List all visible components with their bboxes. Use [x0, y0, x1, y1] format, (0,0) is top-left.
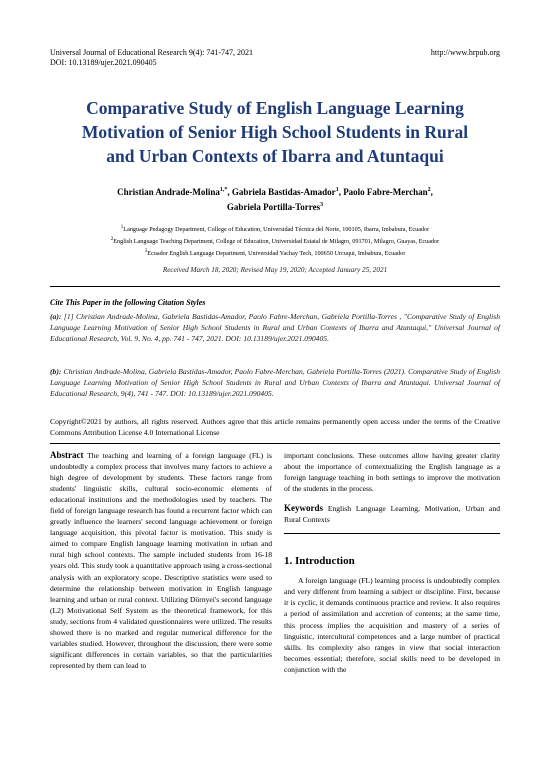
doi-line: DOI: 10.13189/ujer.2021.090405 [50, 58, 157, 67]
author-name: Gabriela Bastidas-Amador [231, 187, 336, 197]
affiliation-item: $^3$Ecuador English Language Department, Universidad Yachay Tech, 100650 Urcuqui, Imbabura, Ecuador [144, 249, 406, 258]
citation-style-a [50, 311, 500, 344]
title-line: Motivation of Senior High School Students in Rural [81, 122, 469, 142]
author-name: Paolo Fabre-Merchan [343, 187, 428, 197]
keywords-label: Keywords [284, 503, 323, 514]
abstract-label: Abstract [50, 450, 84, 460]
intro-paragraph: A foreign language (FL) learning process is undoubtedly complex and very different from learning a subject or discipline. First, because it is cyclic, it demands continuous practice and review. It also requires a period of assimilation and accretion of contents; at the same time, this process implies the acquisition and mastery of a series of linguistic, intercultural competences and a large number of practical skills. Its complexity also ranges in view that social interaction becomes essential; therefore, social skills need to be developed in conjunction with the [284, 576, 500, 674]
author-name: Gabriela Portilla-Torres [226, 202, 321, 212]
divider [284, 533, 500, 534]
author-affil-marker: 3 [320, 202, 324, 208]
journal-citation: Universal Journal of Educational Research 9(4): 741-747, 2021 [50, 48, 254, 57]
received-dates: Received March 18, 2020; Revised May 19, 2020; Accepted January 25, 2021 [162, 266, 388, 274]
citation-style-b [50, 366, 500, 399]
divider [50, 286, 500, 287]
right-column [284, 450, 500, 675]
affiliation-item: $^1$Language Pedagogy Department, College of Education, Universidad Técnica del Norte, 100105, Ibarra, Imbabura, Ecuador [120, 225, 430, 234]
journal-header [50, 48, 500, 68]
journal-url-link[interactable]: http://www.hrpub.org [430, 48, 500, 57]
left-column [50, 450, 272, 671]
citation-label: (b): [50, 367, 62, 376]
abstract-continuation: important conclusions. These outcomes allow having greater clarity about the importance of contextualizing the English language as a foreign language teaching in both settings to improve the motivation of the students in the process. [284, 451, 500, 494]
paper-title [55, 96, 495, 168]
author-affil-marker: 2 [427, 187, 431, 193]
citation-label: (a): [50, 312, 62, 321]
keywords-text: English Language Learning, Motivation, Urban and Rural Contexts [284, 504, 500, 525]
citation-heading: Cite This Paper in the following Citation Styles [50, 298, 206, 307]
section-heading: 1. Introduction [284, 555, 355, 568]
citation-text: [1] Christian Andrade-Molina, Gabriela Bastidas-Amador, Paolo Fabre-Merchan, Gabriela Portilla-Torres , "Comparative Study of English Language Learning Motivation of Senior High School Students in Rural and Urban Contexts of Ibarra and Atuntaqui," Universal Journal of Educational Research, Vol. 9, No. 4, pp. 741 - 747, 2021. DOI: 10.13189/ujer.2021.090405. [50, 312, 500, 343]
author-name: Christian Andrade-Molina [117, 187, 220, 197]
abstract [50, 450, 272, 671]
copyright-notice: Copyright©2021 by authors, all rights reserved. Authors agree that this article remains permanently open access under the terms of the Creative Commons Attribution License 4.0 International License [50, 417, 500, 437]
abstract-text: The teaching and learning of a foreign language (FL) is undoubtedly a complex process that involves many factors to achieve a high degree of development by students. These factors range from students' linguistic skills, cultural socio-economic elements of educational institutions and the methodologies used by teachers. The field of foreign language research has found a recurrent factor which can greatly influence the learners' second language achievement or foreign language acquisition, this pivotal factor is motivation. This study is aimed to compare English language learning motivation in urban and rural high school contexts. The sample included students from 16-18 years old. This study took a quantitative approach using a cross-sectional analysis with an exploratory scope. Descriptive statistics were used to determine the relationship between motivation in English language learning and urban or rural context. Utilizing Dörnyei's second language (L2) Motivational Self System as the theoretical framework, for this study, sections from 4 validated questionnaires were utilized. The results showed there is no marked and regular numerical difference for the variables studied. However, throughout the discussion, there were some significant differences in certain variables, so that the particularities represented by them can lead to [50, 451, 272, 670]
author-affil-marker: 1,* [219, 187, 228, 193]
affiliation-item: $^2$English Language Teaching Department, College of Education, Universidad Estatal de Milagro, 091701, Milagro, Guayas, Ecuador [110, 237, 440, 246]
keywords [284, 503, 500, 525]
title-line: Comparative Study of English Language Learning [86, 98, 464, 118]
affiliations [30, 223, 520, 259]
divider [50, 443, 500, 444]
title-line: and Urban Contexts of Ibarra and Atuntaqui [106, 146, 444, 166]
citation-text: Christian Andrade-Molina, Gabriela Bastidas-Amador, Paolo Fabre-Merchan, Gabriela Portilla-Torres (2021). Comparative Study of English Language Learning Motivation of Senior High School Students in Rural and Urban Contexts of Ibarra and Atuntaqui. Universal Journal of Educational Research, 9(4), 741 - 747. DOI: 10.13189/ujer.2021.090405. [50, 367, 500, 398]
author-affil-marker: 1 [335, 187, 339, 193]
author-list: Christian Andrade-Molina$^{1,*}$, Gabriela Bastidas-Amador$^1$, Paolo Fabre-Merchan$^2$, Gabriela Portilla-Torres$^3$ [117, 187, 433, 212]
